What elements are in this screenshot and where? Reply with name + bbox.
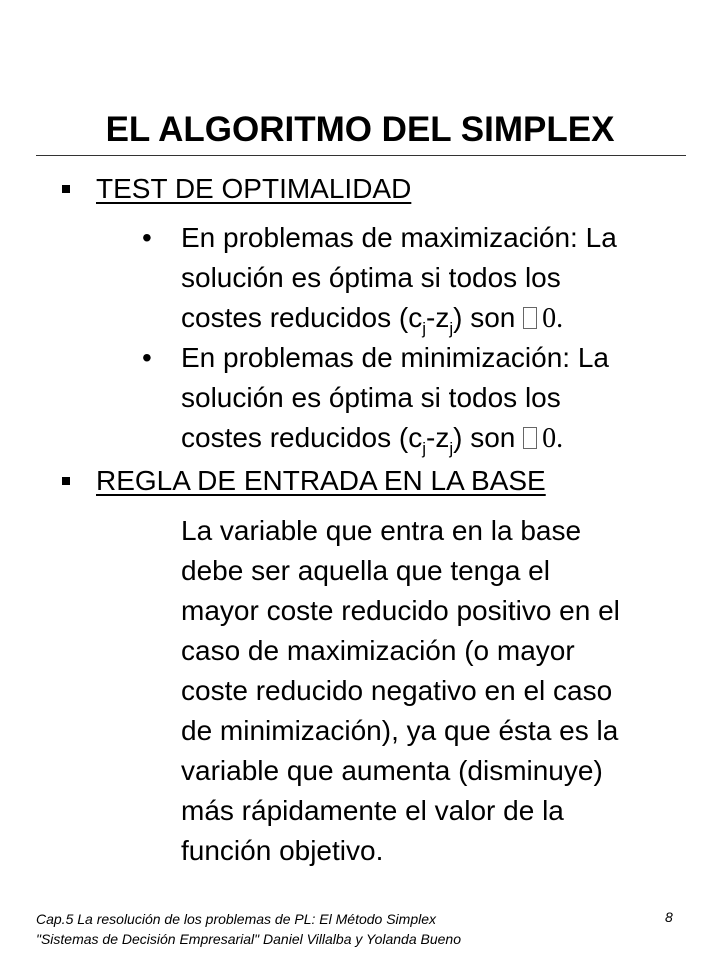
bullet-dot: • xyxy=(142,222,152,253)
text-fragment: ) son xyxy=(453,302,516,333)
text-line: caso de maximización (o mayor xyxy=(181,635,575,666)
text-line xyxy=(181,418,701,469)
text-line: En problemas de maximización: La xyxy=(181,222,617,253)
subscript: j xyxy=(449,319,454,338)
text-line: función objetivo. xyxy=(181,835,384,866)
page-number: 8 xyxy=(665,909,673,925)
square-bullet-icon xyxy=(62,477,70,485)
bullet-maximization xyxy=(181,218,701,349)
text-fragment: -z xyxy=(426,422,450,453)
section-heading-entry-rule: REGLA DE ENTRADA EN LA BASE xyxy=(96,465,546,496)
bullet-dot: • xyxy=(142,342,152,373)
text-fragment: 0. xyxy=(542,303,564,334)
footer-chapter: Cap.5 La resolución de los problemas de PL: El Método Simplex xyxy=(36,911,436,927)
title-divider xyxy=(36,155,686,156)
square-bullet-icon xyxy=(62,185,70,193)
text-fragment: ) son xyxy=(453,422,516,453)
slide-title: EL ALGORITMO DEL SIMPLEX xyxy=(105,110,615,149)
text-line: más rápidamente el valor de la xyxy=(181,795,564,826)
subscript: j xyxy=(422,319,426,338)
text-line: de minimización), ya que ésta es la xyxy=(181,715,619,746)
text-line: coste reducido negativo en el caso xyxy=(181,675,613,706)
text-line: debe ser aquella que tenga el xyxy=(181,555,550,586)
text-line: variable que aumenta (disminuye) xyxy=(181,755,603,786)
entry-rule-paragraph xyxy=(181,511,701,871)
subscript: j xyxy=(422,439,426,458)
text-line: En problemas de minimización: La xyxy=(181,342,609,373)
text-fragment: 0. xyxy=(542,423,564,454)
text-line: La variable que entra en la base xyxy=(181,515,582,546)
bullet-minimization xyxy=(181,338,701,469)
text-line: solución es óptima si todos los xyxy=(181,382,561,413)
text-fragment: -z xyxy=(426,302,450,333)
missing-symbol-glyph xyxy=(523,427,537,449)
text-fragment: costes reducidos (c xyxy=(181,302,423,333)
missing-symbol-glyph xyxy=(523,307,537,329)
text-line: solución es óptima si todos los xyxy=(181,262,561,293)
footer-citation xyxy=(36,909,461,949)
subscript: j xyxy=(449,439,454,458)
footer-book: "Sistemas de Decisión Empresarial" Daniel Villalba y Yolanda Bueno xyxy=(36,931,461,947)
section-heading-optimality: TEST DE OPTIMALIDAD xyxy=(96,173,412,204)
text-fragment: costes reducidos (c xyxy=(181,422,423,453)
text-line: mayor coste reducido positivo en el xyxy=(181,595,620,626)
